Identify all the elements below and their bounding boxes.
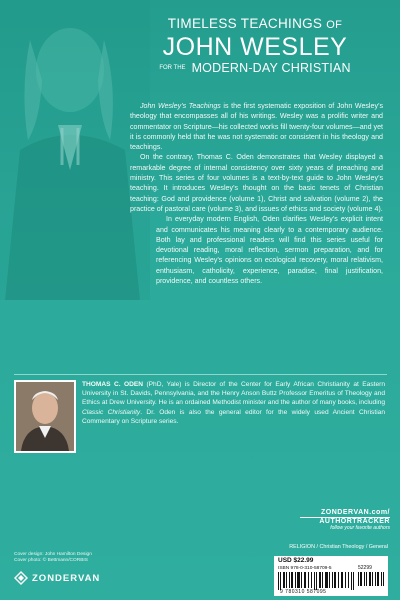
publisher-name: ZONDERVAN	[32, 572, 101, 584]
cover-photo-credit: Cover photo: © Bettmann/CORBIS	[14, 558, 88, 564]
barcode-addon-number: 52299	[358, 565, 372, 571]
description-paragraph-3: In everyday modern English, Oden clarifies Wesley’s explicit intent and communicates his meaning clearly to a contemporary audience. Both lay and professional readers will find this series useful for devotional reading, moral reflection, sermon preparation, and for referencing Wesley’s opinions on ecological recovery, moral relativism, enthusiasm, catholicity, experience, paradise, final justification, providence, and countless others.	[156, 215, 383, 286]
title-block	[120, 16, 390, 75]
barcode-addon-bars-icon	[358, 572, 384, 586]
author-portrait-icon	[16, 382, 74, 451]
title-john-wesley: JOHN WESLEY	[162, 33, 348, 61]
title-for-the: FOR THE	[159, 64, 186, 71]
title-modern-day-christian: MODERN-DAY CHRISTIAN	[191, 61, 351, 75]
barcode	[274, 556, 388, 596]
author-bio-part-1: (PhD, Yale) is Director of the Center for Early African Christianity at Eastern University in St. Davids, Pennsylvania, and the Henry Anson Buttz Professor Emeritus of Theology and Ethics at Drew University. He is an ordained Methodist minister and the author of many books, including	[82, 381, 385, 407]
authortracker-tagline: follow your favorite authors	[330, 525, 390, 531]
cover-credits	[14, 552, 92, 565]
title-line-1	[120, 16, 390, 33]
isbn: ISBN 978-0-310-58709-5	[278, 566, 332, 571]
zondervan-url: ZONDERVAN.com/	[300, 509, 390, 518]
zondervan-logo-icon	[14, 571, 28, 585]
authortracker-label: AUTHORTRACKER	[319, 518, 390, 525]
description-text	[130, 101, 383, 286]
author-bio	[82, 380, 385, 426]
title-of: OF	[326, 19, 343, 31]
publisher-logo	[14, 571, 100, 585]
title-timeless-teachings: TIMELESS TEACHINGS	[167, 16, 323, 31]
title-line-3	[120, 61, 390, 75]
category-label: RELIGION / Christian Theology / General	[289, 544, 388, 550]
description-paragraph-1-text: is the first systematic exposition of John Wesley’s theology that encompasses all of his writings. Wesley was a prolific writer and commentator on Scripture—his collected works fill twenty-four volumes—and yet it is commonly held that he was not systematic or consistent in his theology and teachings.	[130, 102, 383, 152]
description-paragraph-1	[130, 101, 383, 152]
author-photo	[14, 380, 76, 453]
price: USD $22.99	[278, 557, 314, 564]
ean-number: 9 780310 587095	[280, 589, 327, 595]
author-bio-part-2: . Dr. Oden is also the general editor for the widely used Ancient Christian Commentary on Scripture series.	[82, 408, 385, 425]
author-book-title: Classic Christianity	[82, 408, 141, 416]
authortracker-block	[300, 509, 390, 531]
barcode-bars-icon	[278, 572, 354, 590]
divider-line	[14, 374, 387, 375]
cover-design-credit: Cover design: John Hamilton Design	[14, 552, 92, 557]
book-series-title: John Wesley’s Teachings	[140, 102, 221, 110]
description-paragraph-2: On the contrary, Thomas C. Oden demonstrates that Wesley displayed a remarkable degree of internal consistency over sixty years of preaching and ministry. This series of four volumes is a text-by-text guide to John Wesley’s teaching. It introduces Wesley’s thought on the basic tenets of Christian teaching: God and providence (volume 1), Christ and salvation (volume 2), the practice of pastoral care (volume 3), and issues of ethics and society (volume 4).	[130, 153, 383, 213]
author-name: THOMAS C. ODEN	[82, 381, 144, 388]
